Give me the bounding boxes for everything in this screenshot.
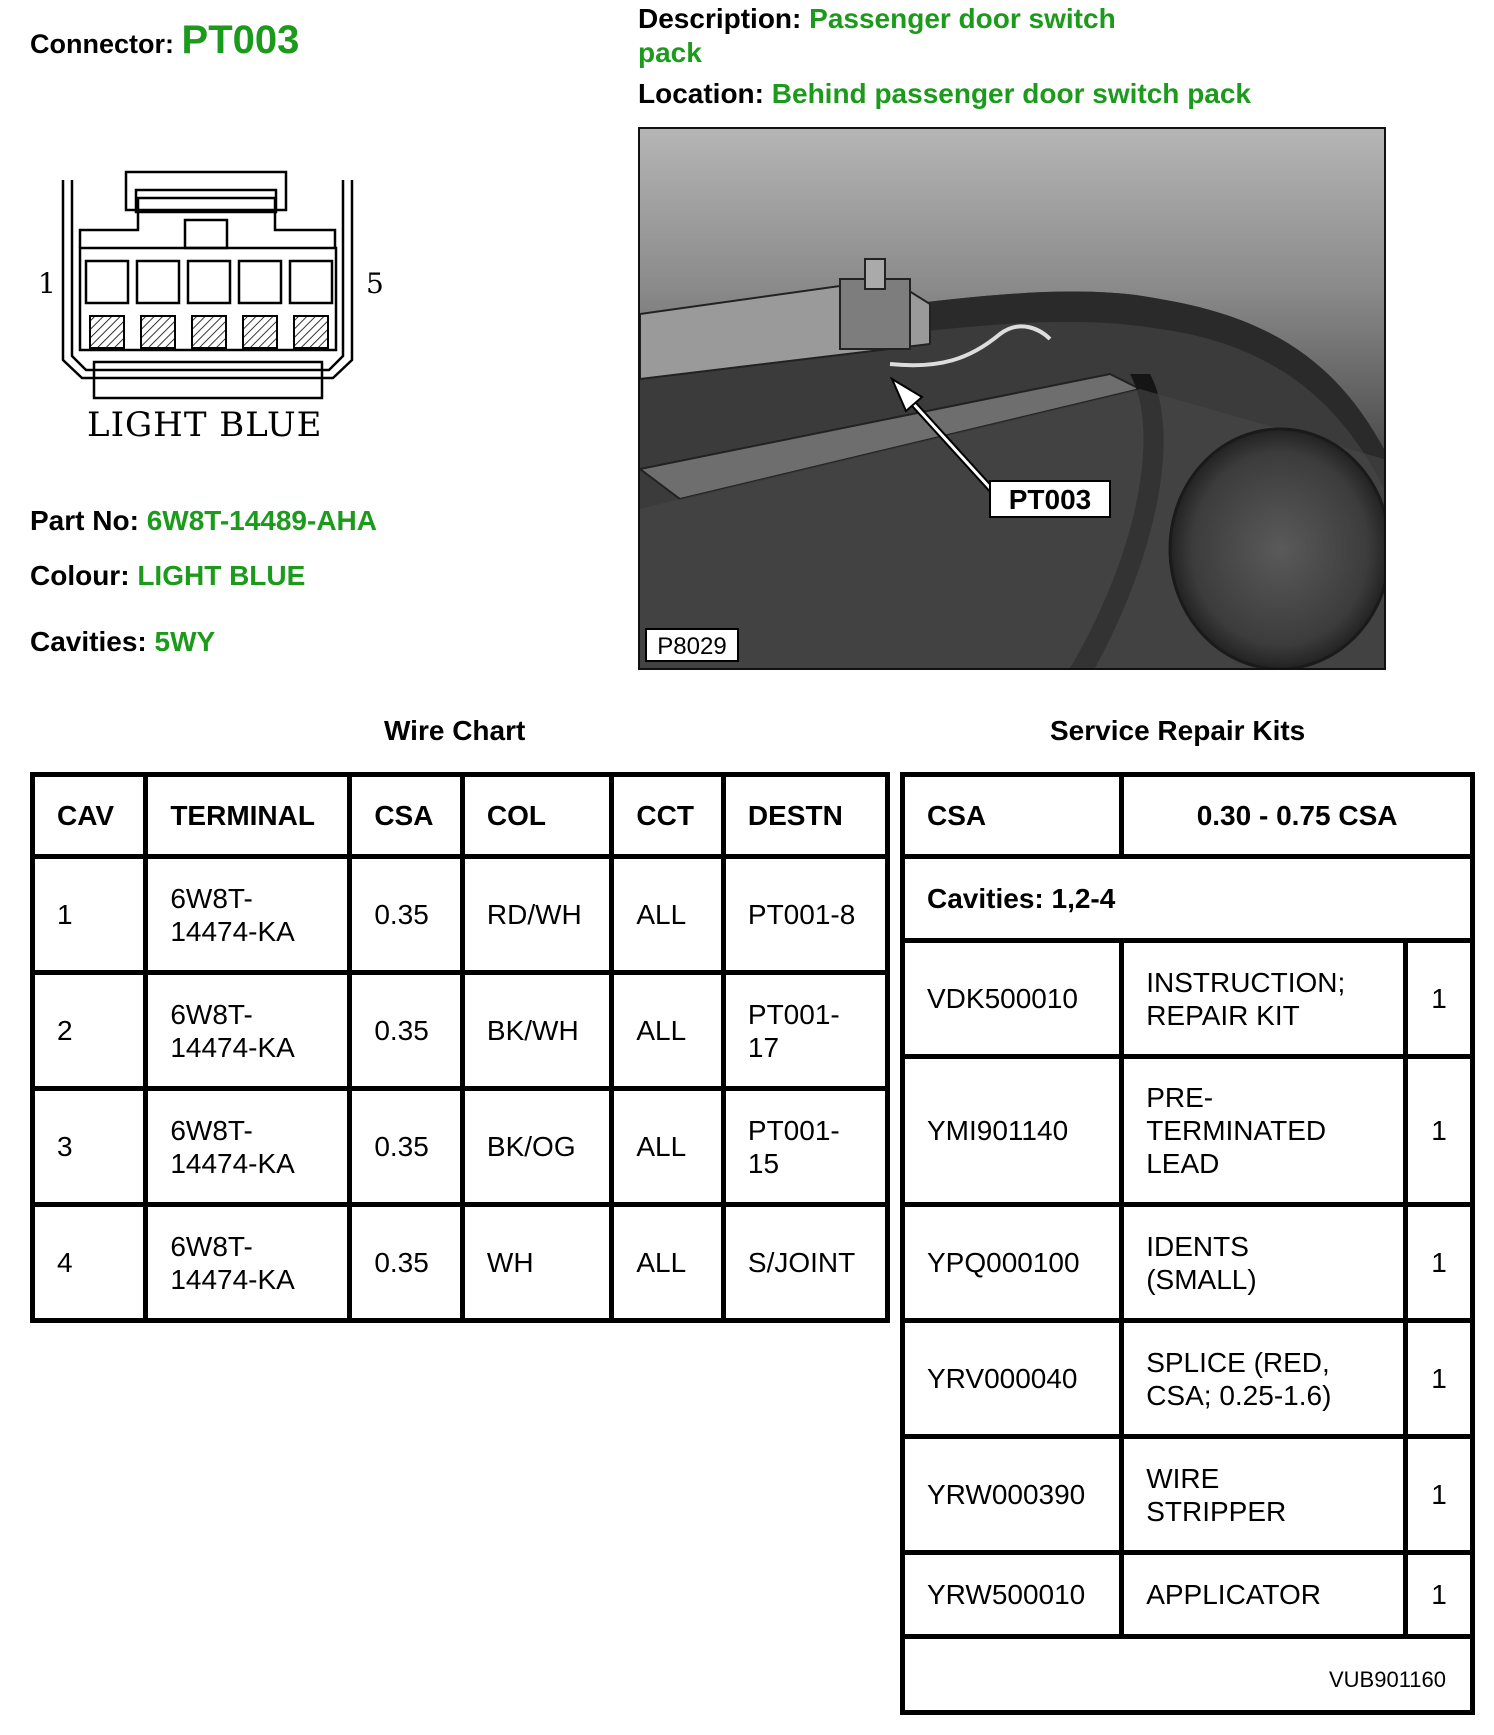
kit-desc: INSTRUCTION; REPAIR KIT: [1122, 941, 1406, 1057]
table-row: [903, 1057, 1473, 1205]
col-cell: BK/OG: [462, 1089, 611, 1205]
photo-callout: PT003: [1008, 484, 1092, 515]
kit-code: YPQ000100: [903, 1205, 1122, 1321]
kit-desc: IDENTS (SMALL): [1122, 1205, 1406, 1321]
csa-cell: 0.35: [350, 1205, 463, 1321]
wire-chart-title: Wire Chart: [384, 715, 526, 746]
cct-cell: ALL: [612, 1205, 724, 1321]
cav-cell: 4: [33, 1205, 146, 1321]
terminal-cell: 6W8T-14474-KA: [146, 1089, 350, 1205]
location-label: Location:: [638, 78, 764, 109]
col-csa-header: CSA: [350, 775, 463, 857]
col-cav-header: CAV: [33, 775, 146, 857]
kit-code: VDK500010: [903, 941, 1122, 1057]
description-value: Passenger door switch pack: [638, 3, 1116, 68]
kits-footer-code: VUB901160: [903, 1637, 1473, 1713]
terminal-hatches: [90, 316, 328, 348]
kits-header-row: [903, 775, 1473, 857]
cav-cell: 3: [33, 1089, 146, 1205]
kit-qty: 1: [1406, 1553, 1473, 1637]
col-cell: RD/WH: [462, 857, 611, 973]
col-cct-header: CCT: [612, 775, 724, 857]
location-photo: [638, 127, 1386, 670]
table-row: [903, 941, 1473, 1057]
table-row: [33, 1205, 888, 1321]
pin-label-first: 1: [38, 267, 56, 300]
kit-code: YMI901140: [903, 1057, 1122, 1205]
csa-cell: 0.35: [350, 1089, 463, 1205]
destn-cell: PT001-15: [723, 1089, 887, 1205]
wire-chart-table: [30, 772, 890, 1323]
kit-qty: 1: [1406, 1437, 1473, 1553]
colour-value: LIGHT BLUE: [137, 560, 306, 591]
repair-kits-table: [900, 772, 1475, 1715]
part-number-value: 6W8T-14489-AHA: [146, 505, 377, 536]
connector-label: Connector:: [30, 29, 174, 59]
cav-cell: 1: [33, 857, 146, 973]
destn-cell: PT001-17: [723, 973, 887, 1089]
csa-cell: 0.35: [350, 973, 463, 1089]
description-label: Description:: [638, 3, 802, 34]
kit-desc: SPLICE (RED, CSA; 0.25-1.6): [1122, 1321, 1406, 1437]
cavities-label: Cavities:: [30, 626, 147, 657]
kit-code: YRW000390: [903, 1437, 1122, 1553]
kit-qty: 1: [1406, 1205, 1473, 1321]
table-row: [33, 857, 888, 973]
cavities-value: 5WY: [154, 626, 216, 657]
terminal-cell: 6W8T-14474-KA: [146, 973, 350, 1089]
colour-caption: LIGHT BLUE: [87, 405, 323, 445]
location-value: Behind passenger door switch pack: [771, 78, 1252, 109]
table-row: [33, 1089, 888, 1205]
description: [638, 2, 1138, 70]
colour-label: Colour:: [30, 560, 130, 591]
table-row: [33, 973, 888, 1089]
col-cell: WH: [462, 1205, 611, 1321]
wire-chart-header-row: [33, 775, 888, 857]
kits-cavities-row: [903, 857, 1473, 941]
kits-cavities: Cavities: 1,2-4: [903, 857, 1473, 941]
kits-footer-row: [903, 1637, 1473, 1713]
connector-heading: [30, 18, 299, 63]
photo-ref: P8029: [657, 633, 727, 660]
csa-cell: 0.35: [350, 857, 463, 973]
connector-face-diagram: [30, 160, 410, 460]
kit-qty: 1: [1406, 1321, 1473, 1437]
table-row: [903, 1205, 1473, 1321]
col-destn-header: DESTN: [723, 775, 887, 857]
terminal-cell: 6W8T-14474-KA: [146, 857, 350, 973]
cct-cell: ALL: [612, 857, 724, 973]
terminal-cell: 6W8T-14474-KA: [146, 1205, 350, 1321]
kit-desc: WIRE STRIPPER: [1122, 1437, 1406, 1553]
col-terminal-header: TERMINAL: [146, 775, 350, 857]
kit-code: YRW500010: [903, 1553, 1122, 1637]
cav-cell: 2: [33, 973, 146, 1089]
part-number: [30, 505, 377, 537]
cct-cell: ALL: [612, 1089, 724, 1205]
kits-csa-range: 0.30 - 0.75 CSA: [1122, 775, 1473, 857]
colour: [30, 560, 305, 592]
kit-code: YRV000040: [903, 1321, 1122, 1437]
kit-qty: 1: [1406, 1057, 1473, 1205]
kit-qty: 1: [1406, 941, 1473, 1057]
cavities: [30, 626, 215, 658]
repair-kits-title: Service Repair Kits: [1050, 715, 1306, 746]
col-col-header: COL: [462, 775, 611, 857]
kit-desc: APPLICATOR: [1122, 1553, 1406, 1637]
pin-label-last: 5: [366, 267, 384, 300]
cct-cell: ALL: [612, 973, 724, 1089]
part-number-label: Part No:: [30, 505, 139, 536]
table-row: [903, 1321, 1473, 1437]
table-row: [903, 1553, 1473, 1637]
destn-cell: PT001-8: [723, 857, 887, 973]
kits-csa-header: CSA: [903, 775, 1122, 857]
location: [638, 78, 1251, 110]
cavity-boxes: [86, 261, 332, 303]
connector-value: PT003: [181, 18, 300, 62]
table-row: [903, 1437, 1473, 1553]
destn-cell: S/JOINT: [723, 1205, 887, 1321]
col-cell: BK/WH: [462, 973, 611, 1089]
kit-desc: PRE-TERMINATED LEAD: [1122, 1057, 1406, 1205]
